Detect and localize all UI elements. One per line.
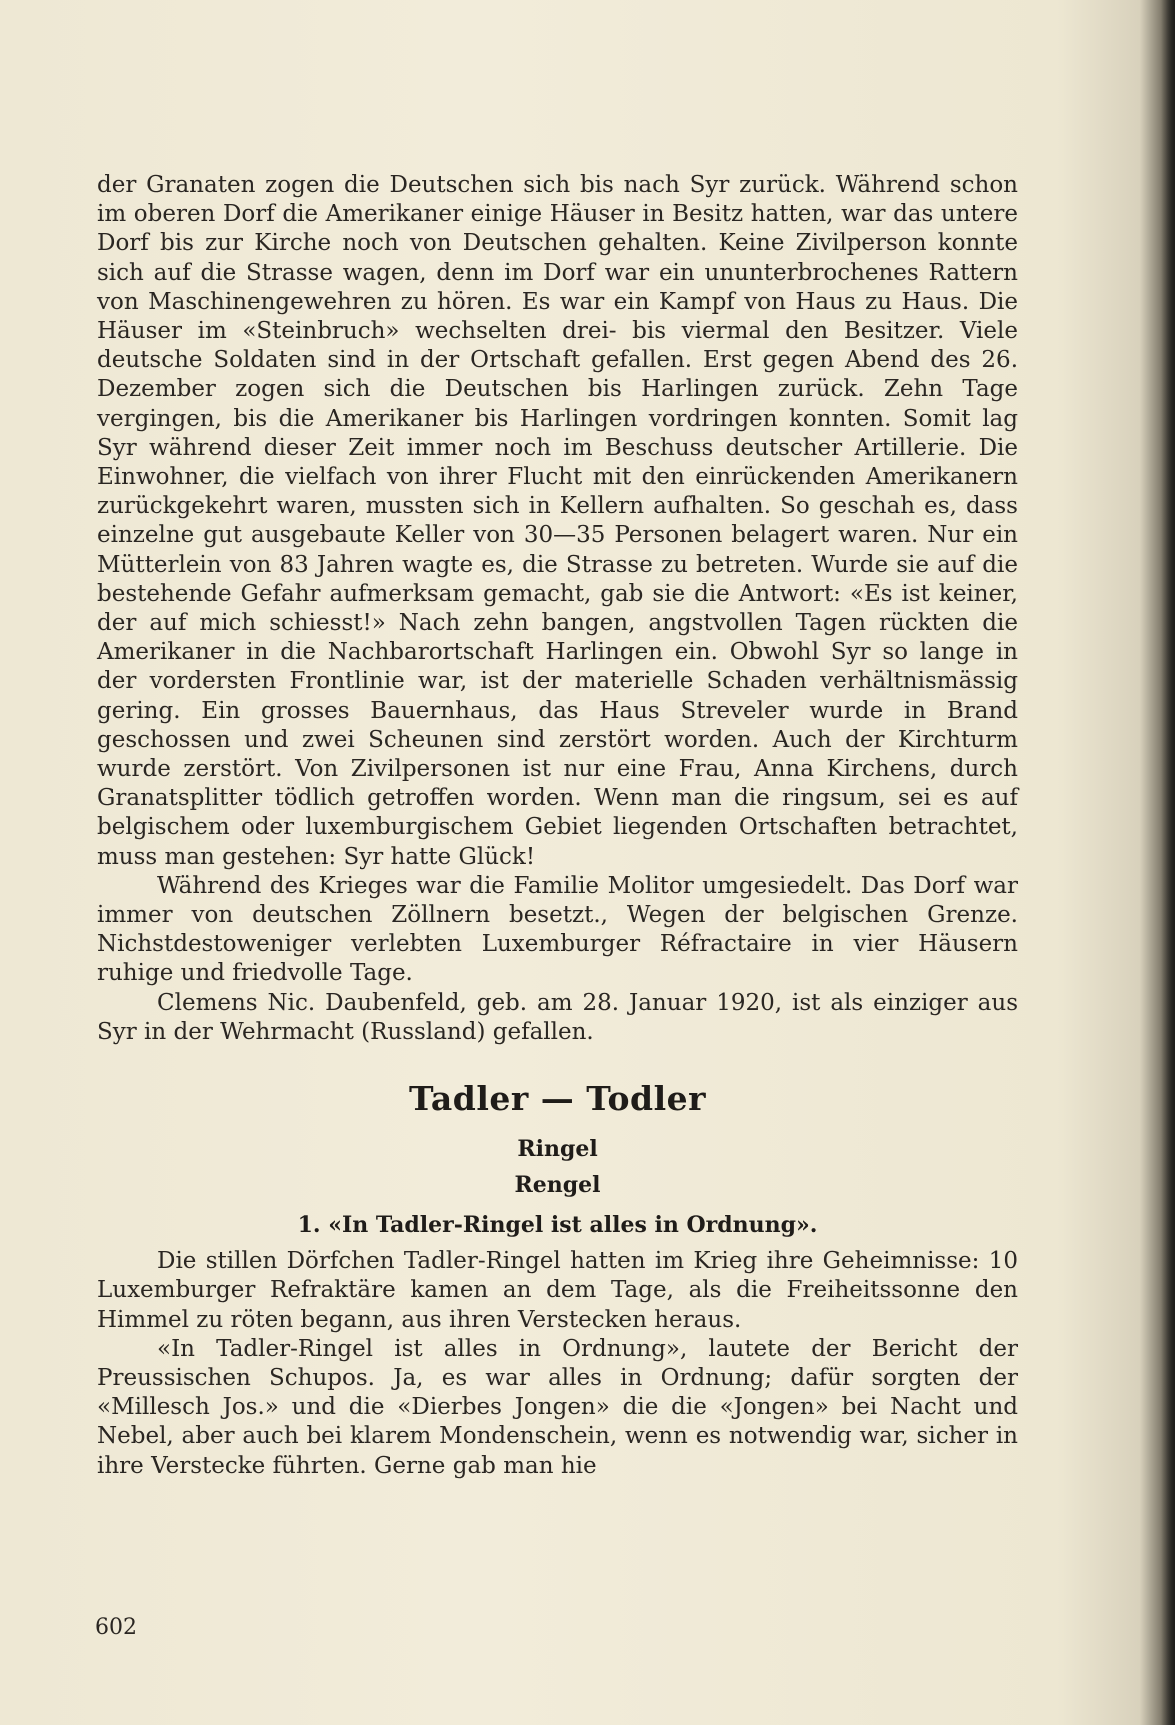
paragraph-molitor-family: Während des Krieges war die Familie Molitor umgesiedelt. Das Dorf war immer von deutschen Zöllnern besetzt., Wegen der belgischen Grenze. Nichstdestoweniger verlebten Luxemburger Réfractaire in vier Häusern ruhige und friedvolle Tage. [97, 872, 1018, 987]
paragraph-war-account: der Granaten zogen die Deutschen sich bis nach Syr zurück. Während schon im oberen Dorf die Amerikaner einige Häuser in Besitz hatten, war das untere Dorf bis zur Kirche noch von Deutschen gehalten. Keine Zivilperson konnte sich auf die Strasse wagen, denn im Dorf war ein ununterbrochenes Rattern von Maschinengewehren zu hören. Es war ein Kampf von Haus zu Haus. Die Häuser im «Steinbruch» wechselten drei- bis viermal den Besitzer. Viele deutsche Soldaten sind in der Ortschaft gefallen. Erst gegen Abend des 26. Dezember zogen sich die Deutschen bis Harlingen zurück. Zehn Tage vergingen, bis die Amerikaner bis Harlingen vordringen konnten. Somit lag Syr während dieser Zeit immer noch im Beschuss deutscher Artillerie. Die Einwohner, die vielfach von ihrer Flucht mit den einrückenden Amerikanern zurückgekehrt waren, mussten sich in Kellern aufhalten. So geschah es, dass einzelne gut ausgebaute Keller von 30—35 Personen belagert waren. Nur ein Mütterlein von 83 Jahren wagte es, die Strasse zu betreten. Wurde sie auf die bestehende Gefahr aufmerksam gemacht, gab sie die Antwort: «Es ist keiner, der auf mich schiesst!» Nach zehn bangen, angstvollen Tagen rückten die Amerikaner in die Nachbarortschaft Harlingen ein. Obwohl Syr so lange in der vordersten Frontlinie war, ist der materielle Schaden verhältnismässig gering. Ein grosses Bauernhaus, das Haus Streveler wurde in Brand geschossen und zwei Scheunen sind zerstört worden. Auch der Kirchturm wurde zerstört. Von Zivilpersonen ist nur eine Frau, Anna Kirchens, durch Granatsplitter tödlich getroffen worden. Wenn man die ringsum, sei es auf belgischem oder luxemburgischem Gebiet liegenden Ortschaften betrachtet, muss man gestehen: Syr hatte Glück! [97, 172, 1018, 870]
binding-edge-shadow [1161, 0, 1175, 1725]
paragraph-daubenfeld: Clemens Nic. Daubenfeld, geb. am 28. Januar 1920, ist als einziger aus Syr in der Wehrmacht (Russland) gefallen. [97, 989, 1018, 1045]
heading-subtitle-rengel: Rengel [514, 1172, 601, 1199]
heading-title: Tadler — Todler [408, 1079, 707, 1119]
subsection-title: 1. «In Tadler-Ringel ist alles in Ordnung». [297, 1212, 818, 1239]
paragraph-tadler-secrets: Die stillen Dörfchen Tadler-Ringel hatten im Krieg ihre Geheimnisse: 10 Luxemburger Refraktäre kamen an dem Tage, als die Freiheitssonne den Himmel zu röten begann, aus ihren Verstecken heraus. [97, 1248, 1018, 1333]
body-text [97, 171, 1018, 1481]
page-number: 602 [95, 1615, 137, 1640]
heading-subtitle-ringel: Ringel [517, 1136, 598, 1163]
section-heading [97, 1077, 1018, 1243]
paragraph-schupos-report: «In Tadler-Ringel ist alles in Ordnung», lautete der Bericht der Preussischen Schupos. Ja, es war alles in Ordnung; dafür sorgten der «Millesch Jos.» und die «Dierbes Jongen» die die «Jongen» bei Nacht und Nebel, aber auch bei klarem Mondenschein, wenn es notwendig war, sicher in ihre Verstecke führten. Gerne gab man hie [97, 1335, 1018, 1479]
